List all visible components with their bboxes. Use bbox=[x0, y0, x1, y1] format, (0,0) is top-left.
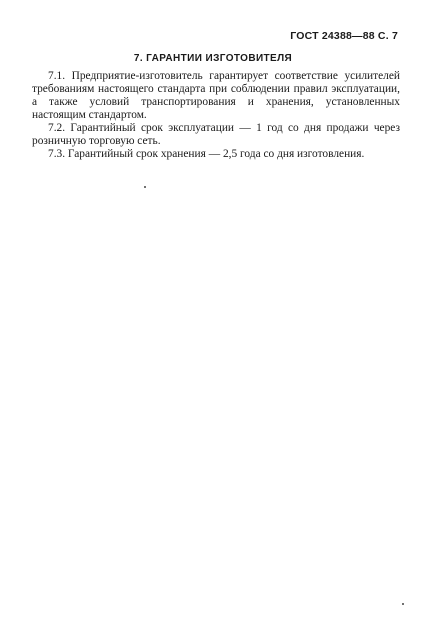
scan-speck bbox=[144, 186, 146, 188]
page-header-standard-ref: ГОСТ 24388—88 С. 7 bbox=[290, 30, 398, 42]
scan-speck bbox=[402, 603, 404, 605]
section-title: 7. ГАРАНТИИ ИЗГОТОВИТЕЛЯ bbox=[133, 53, 293, 64]
paragraph-7-1: 7.1. Предприятие-изготовитель гарантирует соответствие усилителей требованиям настоящего стандарта при соблюдении правил эксплуатации, а также условий транспортирования и хранения, установленных настоящим стандартом. bbox=[32, 70, 400, 121]
section-body bbox=[32, 70, 400, 161]
paragraph-7-2: 7.2. Гарантийный срок эксплуатации — 1 год со дня продажи через розничную торговую сеть. bbox=[32, 122, 400, 147]
paragraph-7-3: 7.3. Гарантийный срок хранения — 2,5 года со дня изготовления. bbox=[48, 148, 365, 160]
